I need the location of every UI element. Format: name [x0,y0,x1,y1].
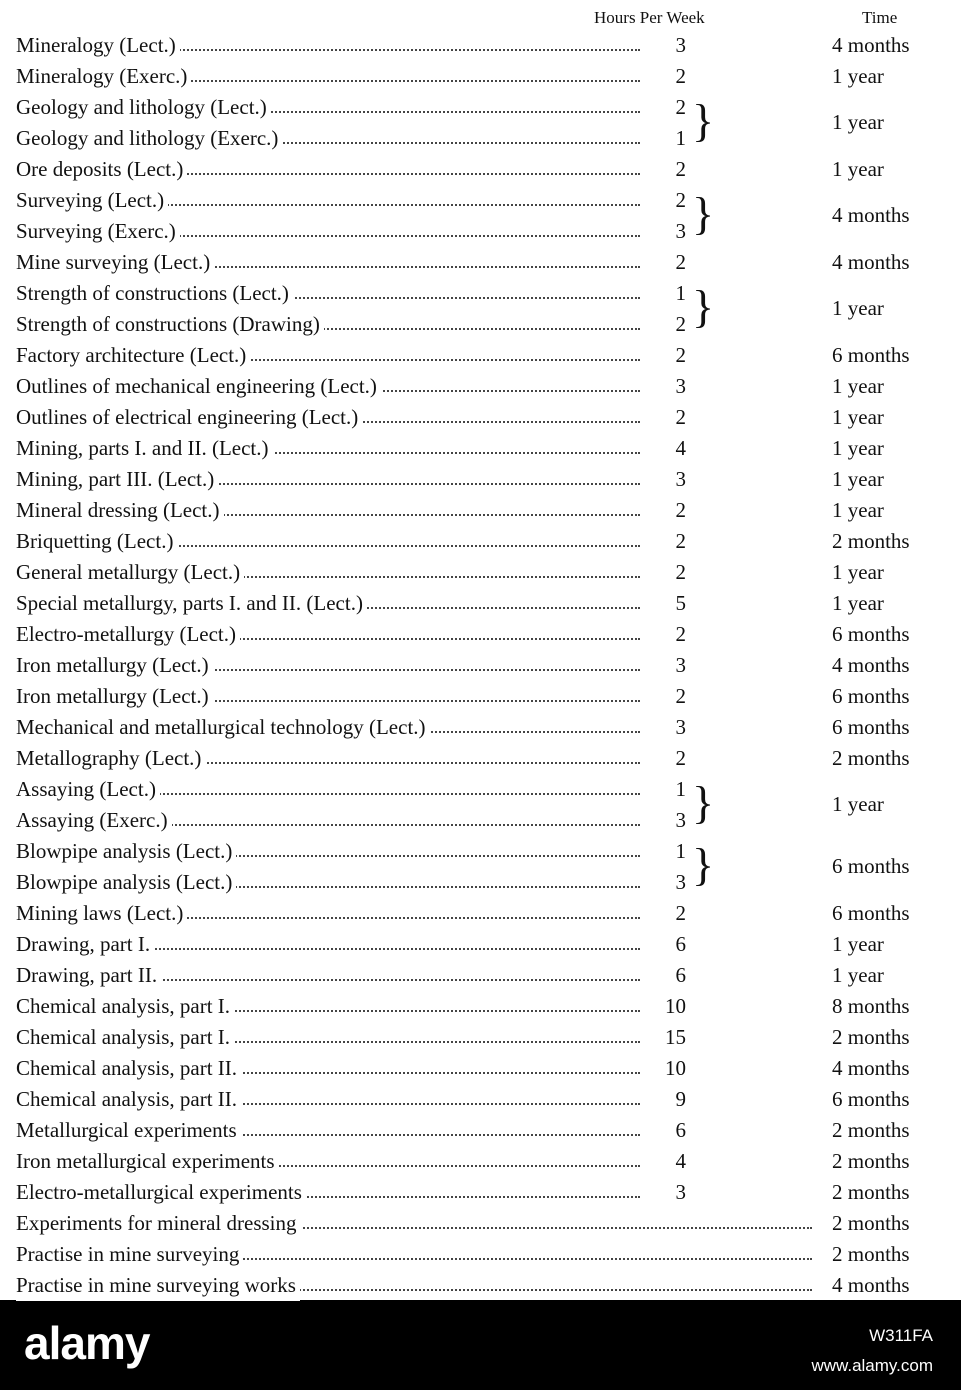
course-subject: Mine surveying (Lect.) [16,247,214,278]
time-value: 2 months [832,1180,910,1204]
table-row [0,588,961,619]
hours-per-week-value: 2 [640,557,686,588]
table-row [0,1022,961,1053]
table-row [0,495,961,526]
course-subject: Outlines of mechanical engineering (Lect.) [16,371,381,402]
course-subject: Briquetting (Lect.) [16,526,177,557]
course-subject: Mineralogy (Lect.) [16,30,180,61]
hours-per-week-value: 3 [640,371,686,402]
stock-image-id: W311FA [869,1326,933,1345]
time-value: 1 year [832,591,884,615]
course-subject: Chemical analysis, part II. [16,1084,241,1115]
course-subject: Iron metallurgical experiments [16,1146,279,1177]
time-value: 1 year [832,498,884,522]
table-row [0,123,961,154]
hours-per-week-value: 3 [640,867,686,898]
table-row [0,898,961,929]
time-header: Time [862,8,898,27]
course-subject: Mineralogy (Exerc.) [16,61,191,92]
time-value: 6 months [832,622,910,646]
course-subject: Mechanical and metallurgical technology (Lect.) [16,712,430,743]
course-subject: Experiments for mineral dressing [16,1208,301,1239]
time-value: 4 months [832,1273,910,1297]
table-row [0,681,961,712]
hours-per-week-value: 2 [640,185,686,216]
brace-icon: } [692,281,715,332]
hours-per-week-header: Hours Per Week [594,8,705,27]
hours-per-week-value: 3 [640,1177,686,1208]
hours-per-week-value: 2 [640,526,686,557]
hours-per-week-value: 10 [640,1053,686,1084]
time-value: 2 months [832,746,910,770]
grouped-time-value: 6 months [832,854,910,878]
hours-per-week-value: 1 [640,836,686,867]
hours-per-week-value: 3 [640,30,686,61]
hours-per-week-value: 3 [640,464,686,495]
hours-per-week-value: 3 [640,216,686,247]
table-row [0,371,961,402]
time-value: 2 months [832,1242,910,1266]
table-row [0,1177,961,1208]
table-row [0,92,961,123]
course-subject: Ore deposits (Lect.) [16,154,187,185]
course-subject: Practise in mine surveying [16,1239,243,1270]
hours-per-week-value: 2 [640,495,686,526]
hours-per-week-value: 1 [640,774,686,805]
table-row [0,247,961,278]
table-row [0,185,961,216]
table-row [0,991,961,1022]
table-row [0,743,961,774]
hours-per-week-value: 2 [640,92,686,123]
table-row [0,402,961,433]
course-subject: Geology and lithology (Lect.) [16,92,271,123]
course-subject: Metallography (Lect.) [16,743,205,774]
hours-per-week-value: 3 [640,650,686,681]
course-subject: Practise in mine surveying works [16,1270,300,1301]
brace-icon: } [692,95,715,146]
time-value: 4 months [832,250,910,274]
grouped-time-value: 1 year [832,110,884,134]
course-subject: Surveying (Lect.) [16,185,168,216]
course-subject: Special metallurgy, parts I. and II. (Lect.) [16,588,367,619]
time-value: 2 months [832,1118,910,1142]
time-value: 6 months [832,901,910,925]
hours-per-week-value: 2 [640,681,686,712]
table-row [0,619,961,650]
course-subject: Assaying (Exerc.) [16,805,172,836]
table-row [0,1053,961,1084]
table-row [0,867,961,898]
hours-per-week-value: 2 [640,61,686,92]
table-row [0,464,961,495]
brace-icon: } [692,777,715,828]
hours-per-week-value: 2 [640,309,686,340]
course-subject: Geology and lithology (Exerc.) [16,123,282,154]
time-value: 6 months [832,715,910,739]
time-value: 1 year [832,560,884,584]
hours-per-week-value: 10 [640,991,686,1022]
hours-per-week-value: 6 [640,1115,686,1146]
stock-url: www.alamy.com [811,1356,933,1375]
table-row [0,30,961,61]
hours-per-week-value: 1 [640,278,686,309]
course-subject: General metallurgy (Lect.) [16,557,244,588]
table-row [0,774,961,805]
time-value: 1 year [832,157,884,181]
time-value: 1 year [832,64,884,88]
hours-per-week-value: 6 [640,960,686,991]
course-subject: Metallurgical experiments [16,1115,241,1146]
course-subject: Drawing, part II. [16,960,161,991]
table-row [0,1208,961,1239]
time-value: 1 year [832,467,884,491]
table-row [0,1239,961,1270]
brace-icon: } [692,839,715,890]
hours-per-week-value: 3 [640,712,686,743]
hours-per-week-value: 5 [640,588,686,619]
course-subject: Outlines of electrical engineering (Lect.) [16,402,362,433]
table-row [0,836,961,867]
hours-per-week-value: 2 [640,340,686,371]
time-value: 6 months [832,684,910,708]
time-value: 4 months [832,653,910,677]
hours-per-week-value: 4 [640,1146,686,1177]
table-row [0,154,961,185]
table-row [0,340,961,371]
course-subject: Mineral dressing (Lect.) [16,495,224,526]
hours-per-week-value: 3 [640,805,686,836]
hours-per-week-value: 4 [640,433,686,464]
table-row [0,526,961,557]
course-subject: Mining, parts I. and II. (Lect.) [16,433,273,464]
course-subject: Drawing, part I. [16,929,154,960]
grouped-time-value: 1 year [832,296,884,320]
course-subject: Electro-metallurgical experiments [16,1177,306,1208]
watermark-footer [0,1300,961,1390]
course-subject: Mining laws (Lect.) [16,898,187,929]
table-row [0,929,961,960]
table-row [0,1115,961,1146]
hours-per-week-value: 2 [640,619,686,650]
table-row [0,1084,961,1115]
course-subject: Mining, part III. (Lect.) [16,464,218,495]
course-subject: Chemical analysis, part I. [16,1022,234,1053]
time-value: 2 months [832,529,910,553]
course-subject: Iron metallurgy (Lect.) [16,681,213,712]
hours-per-week-value: 6 [640,929,686,960]
course-subject: Surveying (Exerc.) [16,216,180,247]
time-value: 1 year [832,963,884,987]
course-subject: Factory architecture (Lect.) [16,340,250,371]
table-row [0,960,961,991]
table-row [0,650,961,681]
course-subject: Blowpipe analysis (Lect.) [16,836,236,867]
course-subject: Electro-metallurgy (Lect.) [16,619,240,650]
table-row [0,1270,961,1301]
time-value: 1 year [832,405,884,429]
table-row [0,1146,961,1177]
hours-per-week-value: 1 [640,123,686,154]
time-value: 4 months [832,1056,910,1080]
time-value: 2 months [832,1025,910,1049]
course-subject: Strength of constructions (Lect.) [16,278,293,309]
hours-per-week-value: 2 [640,154,686,185]
time-value: 4 months [832,33,910,57]
time-value: 6 months [832,1087,910,1111]
hours-per-week-value: 2 [640,247,686,278]
grouped-time-value: 1 year [832,792,884,816]
time-value: 1 year [832,436,884,460]
hours-per-week-value: 2 [640,402,686,433]
table-row [0,805,961,836]
table-row [0,557,961,588]
time-value: 1 year [832,374,884,398]
course-subject: Blowpipe analysis (Lect.) [16,867,236,898]
course-subject: Iron metallurgy (Lect.) [16,650,213,681]
alamy-logo: alamy [24,1317,150,1369]
time-value: 2 months [832,1211,910,1235]
course-subject: Assaying (Lect.) [16,774,160,805]
course-subject: Strength of constructions (Drawing) [16,309,324,340]
course-subject: Chemical analysis, part II. [16,1053,241,1084]
table-row [0,216,961,247]
hours-per-week-value: 2 [640,898,686,929]
table-row [0,61,961,92]
time-value: 8 months [832,994,910,1018]
time-value: 2 months [832,1149,910,1173]
brace-icon: } [692,188,715,239]
grouped-time-value: 4 months [832,203,910,227]
table-row [0,278,961,309]
course-subject: Chemical analysis, part I. [16,991,234,1022]
hours-per-week-value: 9 [640,1084,686,1115]
time-value: 1 year [832,932,884,956]
time-value: 6 months [832,343,910,367]
hours-per-week-value: 15 [640,1022,686,1053]
table-row [0,309,961,340]
table-row [0,712,961,743]
hours-per-week-value: 2 [640,743,686,774]
table-row [0,433,961,464]
